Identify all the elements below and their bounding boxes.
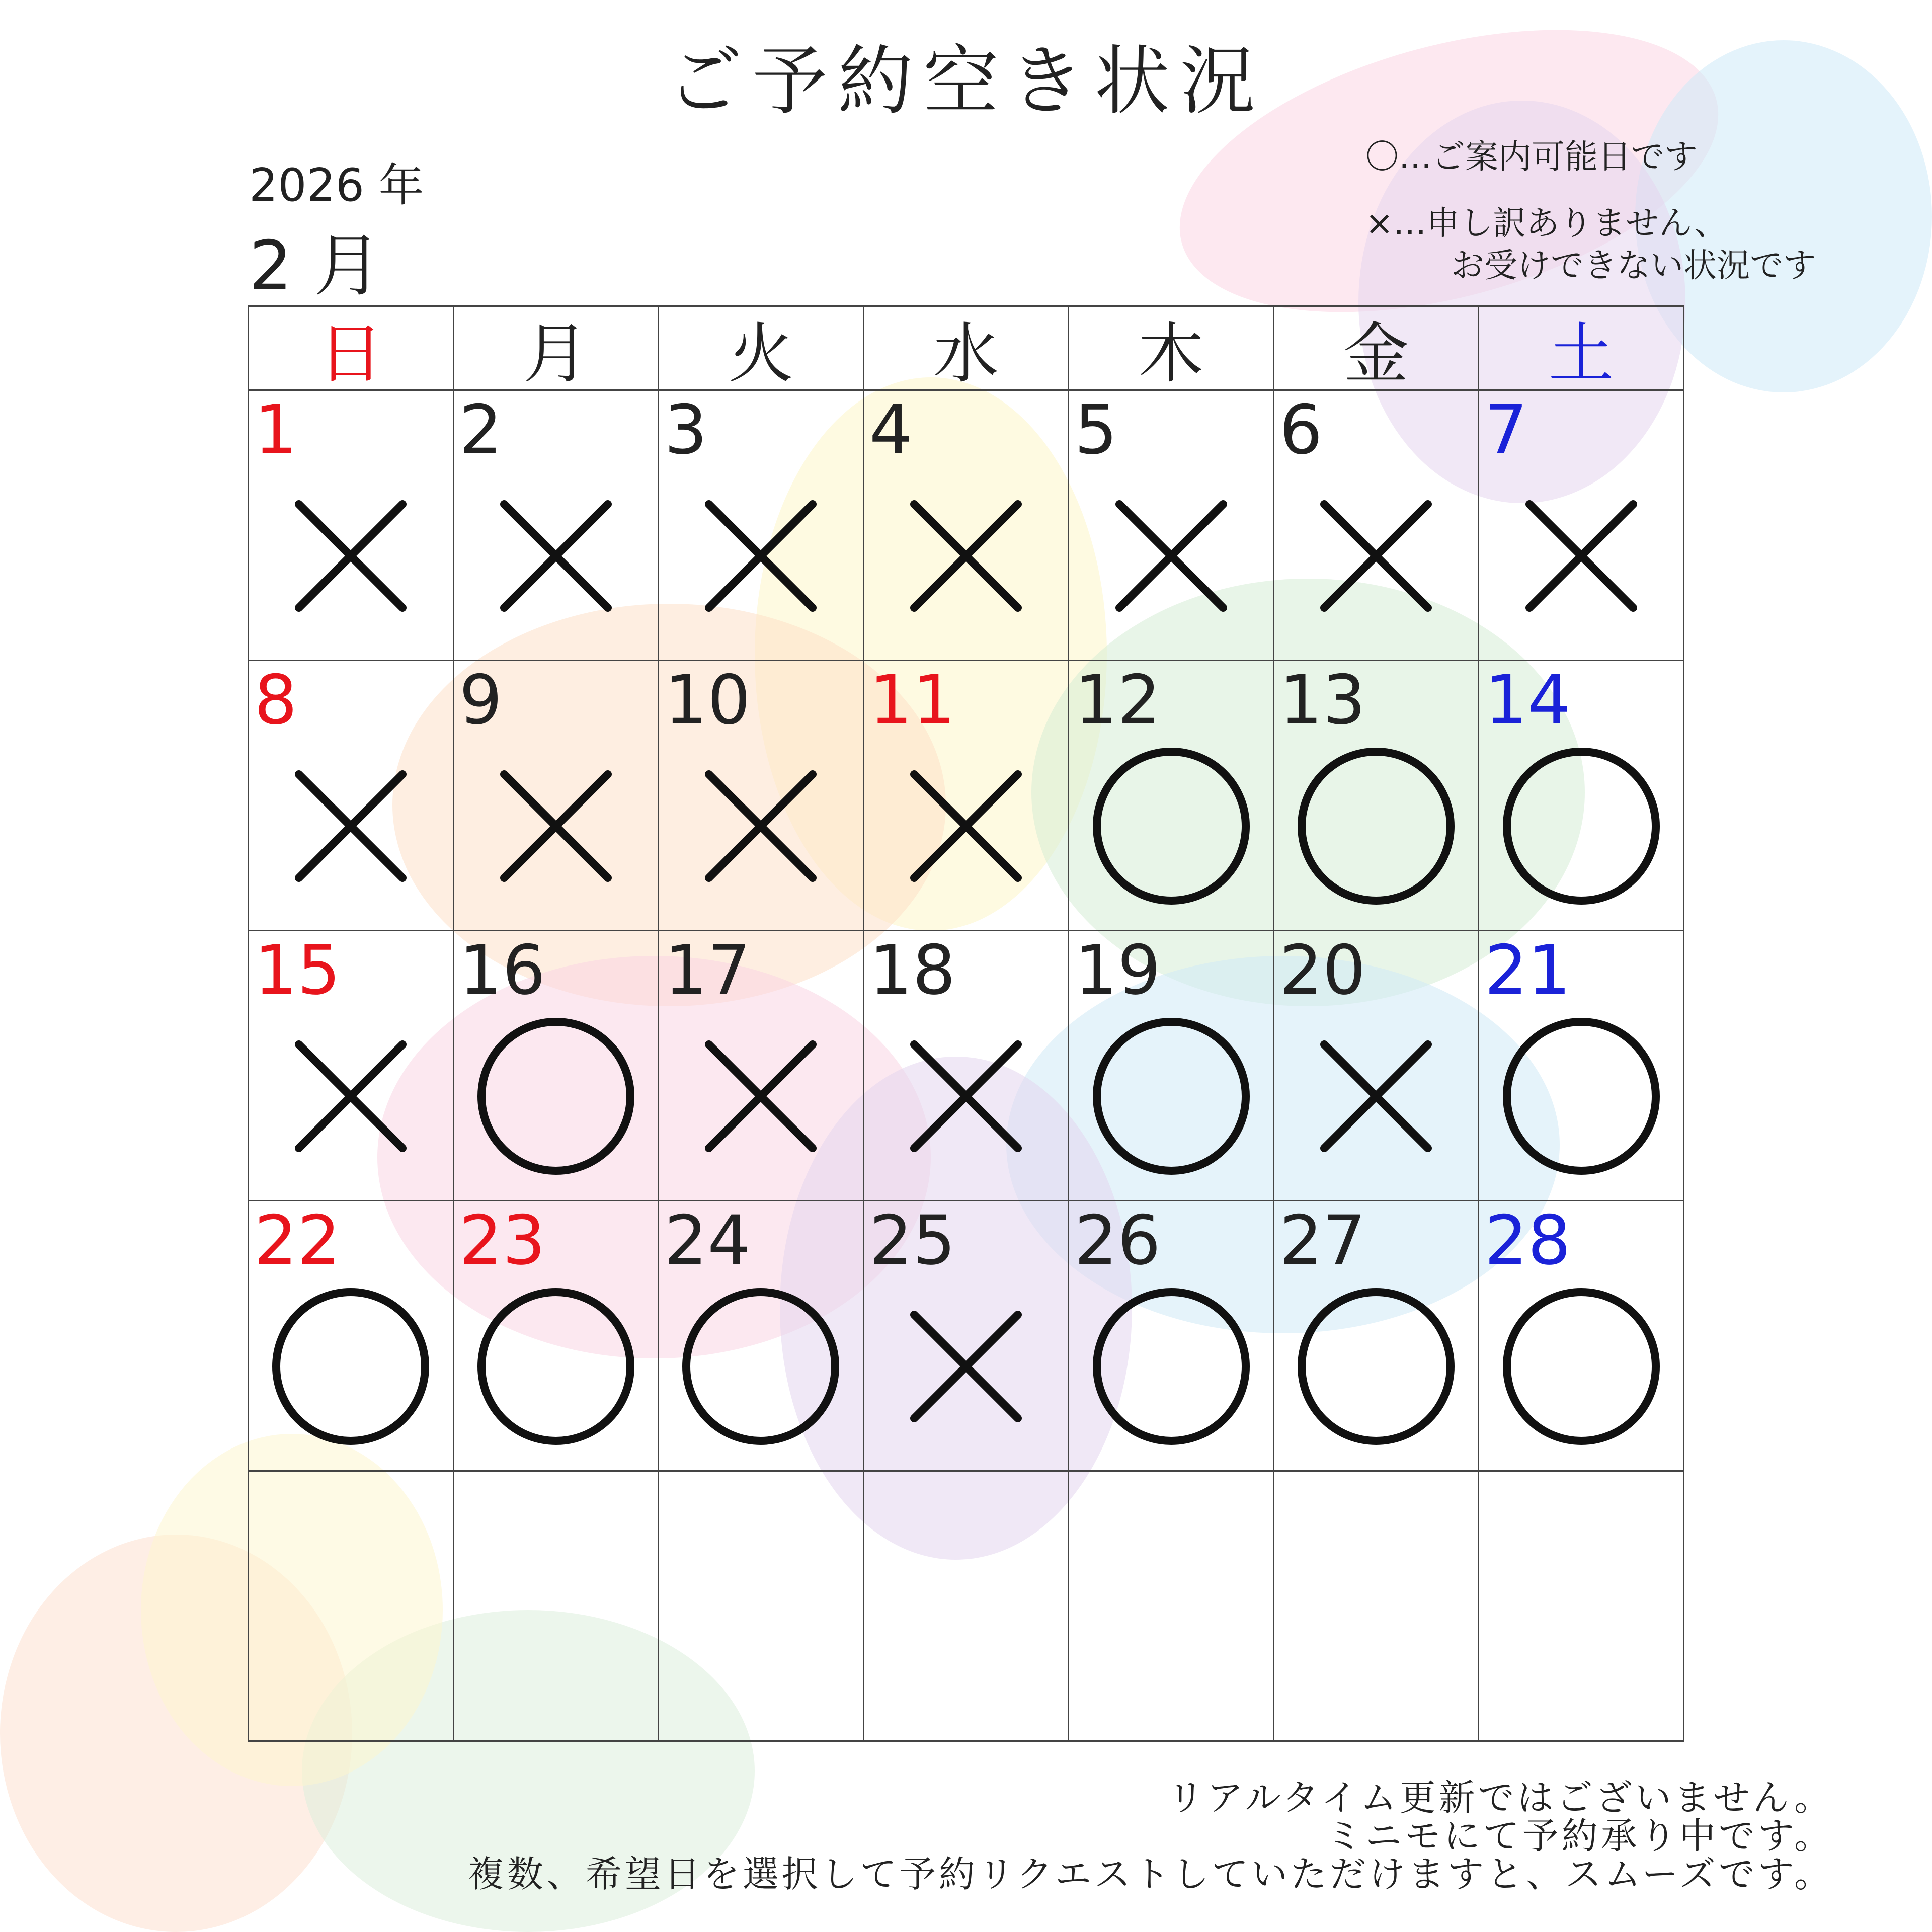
footer-line: リアルタイム更新ではございません。 — [1167, 1777, 1833, 1819]
footer-line: 複数、希望日を選択して予約リクエストしていただけますと、スムーズです。 — [467, 1853, 1833, 1895]
day-cell — [1274, 1201, 1480, 1472]
day-number: 1 — [254, 390, 297, 469]
day-number: 15 — [254, 931, 341, 1010]
unavailable-cross-icon — [1113, 498, 1229, 616]
available-circle-icon — [1296, 1286, 1457, 1449]
unavailable-cross-icon — [1523, 498, 1639, 616]
day-number: 21 — [1484, 931, 1571, 1010]
day-cell — [249, 661, 454, 931]
weekday-header: 土 — [1479, 307, 1684, 391]
weekday-header: 木 — [1069, 307, 1274, 391]
available-circle-icon — [475, 1286, 636, 1449]
day-cell — [454, 931, 660, 1201]
footer-line: ミニモにて予約承り中です。 — [1326, 1815, 1833, 1857]
day-cell — [864, 391, 1070, 661]
day-number: 11 — [869, 661, 956, 740]
day-cell — [1069, 931, 1274, 1201]
day-number: 6 — [1279, 390, 1323, 469]
day-cell — [249, 1472, 454, 1742]
day-cell — [1479, 391, 1684, 661]
day-number: 25 — [869, 1201, 956, 1280]
footer-note — [468, 1779, 1833, 1893]
day-number: 9 — [459, 661, 503, 740]
day-number: 23 — [459, 1201, 546, 1280]
day-cell — [1274, 661, 1480, 931]
day-cell — [1274, 1472, 1480, 1742]
available-circle-icon — [1296, 746, 1457, 909]
day-cell — [659, 1472, 864, 1742]
day-cell — [454, 1472, 660, 1742]
unavailable-cross-icon — [293, 498, 409, 616]
day-cell — [1479, 1201, 1684, 1472]
day-number: 19 — [1074, 931, 1161, 1010]
legend-unavailable: ×…申し訳ありません、 — [1365, 204, 1728, 243]
unavailable-cross-icon — [908, 498, 1024, 616]
day-number: 24 — [664, 1201, 751, 1280]
day-number: 18 — [869, 931, 956, 1010]
day-number: 14 — [1484, 661, 1571, 740]
day-cell — [1069, 1472, 1274, 1742]
available-circle-icon — [270, 1286, 431, 1449]
unavailable-cross-icon — [908, 1309, 1024, 1426]
page-title: ご予約空き状況 — [666, 38, 1265, 125]
unavailable-cross-icon — [703, 1038, 819, 1156]
weekday-header: 金 — [1274, 307, 1480, 391]
day-number: 12 — [1074, 661, 1161, 740]
day-number: 13 — [1279, 661, 1366, 740]
weekday-header: 火 — [659, 307, 864, 391]
available-circle-icon — [1091, 1016, 1252, 1179]
day-cell — [454, 391, 660, 661]
day-cell — [864, 931, 1070, 1201]
day-cell — [864, 661, 1070, 931]
day-number: 8 — [254, 661, 297, 740]
available-circle-icon — [1501, 1286, 1662, 1449]
day-cell — [1069, 1201, 1274, 1472]
day-cell — [249, 931, 454, 1201]
unavailable-cross-icon — [498, 498, 614, 616]
day-number: 7 — [1484, 390, 1528, 469]
day-number: 3 — [664, 390, 708, 469]
unavailable-cross-icon — [703, 498, 819, 616]
available-circle-icon — [1091, 1286, 1252, 1449]
unavailable-cross-icon — [908, 768, 1024, 886]
day-cell — [1479, 931, 1684, 1201]
day-cell — [659, 391, 864, 661]
legend-unavailable-cont: お受けできない状況です — [1451, 246, 1816, 285]
day-number: 17 — [664, 931, 751, 1010]
day-cell — [864, 1472, 1070, 1742]
day-cell — [1274, 391, 1480, 661]
day-number: 10 — [664, 661, 751, 740]
available-circle-icon — [1501, 1016, 1662, 1179]
day-cell — [659, 1201, 864, 1472]
available-circle-icon — [475, 1016, 636, 1179]
unavailable-cross-icon — [1318, 1038, 1434, 1156]
day-cell — [454, 1201, 660, 1472]
day-cell — [864, 1201, 1070, 1472]
available-circle-icon — [680, 1286, 841, 1449]
day-cell — [659, 931, 864, 1201]
day-number: 26 — [1074, 1201, 1161, 1280]
day-cell — [1069, 391, 1274, 661]
day-cell — [249, 391, 454, 661]
weekday-header: 月 — [454, 307, 660, 391]
available-circle-icon — [1501, 746, 1662, 909]
unavailable-cross-icon — [703, 768, 819, 886]
day-number: 16 — [459, 931, 546, 1010]
day-cell — [1069, 661, 1274, 931]
day-cell — [249, 1201, 454, 1472]
unavailable-cross-icon — [908, 1038, 1024, 1156]
day-number: 2 — [459, 390, 503, 469]
year-label: 2026 年 — [249, 159, 424, 212]
day-cell — [454, 661, 660, 931]
calendar-grid — [248, 305, 1684, 1742]
unavailable-cross-icon — [293, 768, 409, 886]
day-number: 20 — [1279, 931, 1366, 1010]
day-number: 5 — [1074, 390, 1118, 469]
weekday-header: 日 — [249, 307, 454, 391]
legend-available: 〇…ご案内可能日です — [1365, 137, 1698, 176]
weekday-header: 水 — [864, 307, 1070, 391]
day-number: 4 — [869, 390, 913, 469]
day-cell — [1479, 1472, 1684, 1742]
day-number: 28 — [1484, 1201, 1571, 1280]
legend — [1365, 136, 1869, 287]
day-number: 27 — [1279, 1201, 1366, 1280]
month-label: 2 月 — [249, 226, 382, 305]
day-cell — [659, 661, 864, 931]
unavailable-cross-icon — [293, 1038, 409, 1156]
day-cell — [1274, 931, 1480, 1201]
available-circle-icon — [1091, 746, 1252, 909]
day-number: 22 — [254, 1201, 341, 1280]
unavailable-cross-icon — [498, 768, 614, 886]
day-cell — [1479, 661, 1684, 931]
unavailable-cross-icon — [1318, 498, 1434, 616]
